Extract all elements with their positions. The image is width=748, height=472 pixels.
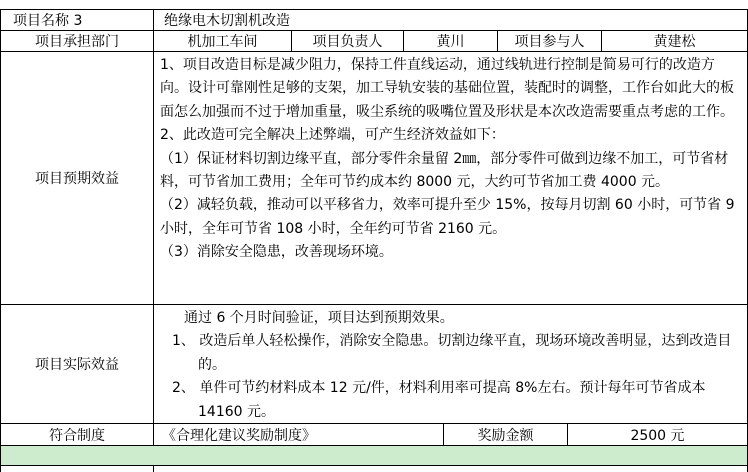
row-project-name xyxy=(0,9,748,31)
row-department xyxy=(0,31,748,52)
expected-benefit-label: 项目预期效益 xyxy=(0,52,154,305)
expected-line-5: （3）消除安全隐患，改善现场环境。 xyxy=(160,244,393,261)
actual-line-2: 1、 改造后单人轻松操作，消除安全隐患。切割边缘平直，现场环境改善明显，达到改造目的。 xyxy=(172,333,732,373)
actual-line-1: 通过 6 个月时间验证，项目达到预期效果。 xyxy=(184,310,454,326)
expected-benefit-content xyxy=(154,52,748,305)
regulation-label: 符合制度 xyxy=(0,424,154,446)
leader-label: 项目负责人 xyxy=(292,31,404,52)
row-next-partial xyxy=(0,466,748,472)
actual-benefit-label: 项目实际效益 xyxy=(0,305,154,424)
participant-label: 项目参与人 xyxy=(498,31,602,52)
row-expected-benefit xyxy=(0,52,748,305)
award-value: 2500 元 xyxy=(568,424,748,446)
project-name-value: 绝缘电木切割机改造 xyxy=(154,10,748,31)
highlight-band xyxy=(0,446,748,466)
participant-value: 黄建松 xyxy=(602,31,748,52)
department-label: 项目承担部门 xyxy=(0,31,154,52)
leader-value: 黄川 xyxy=(404,31,498,52)
expected-line-2: 2、此改造可完全解决上述弊端，可产生经济效益如下： xyxy=(160,127,505,144)
department-value: 机加工车间 xyxy=(154,31,292,52)
row-regulation xyxy=(0,424,748,446)
actual-benefit-content xyxy=(154,305,748,424)
row-actual-benefit xyxy=(0,305,748,424)
row-highlight-band xyxy=(0,446,748,466)
regulation-value: 《合理化建议奖励制度》 xyxy=(154,424,444,446)
project-name-label: 项目名称 3 xyxy=(0,10,154,31)
next-row-label-cell xyxy=(0,466,154,472)
expected-line-4: （2）减轻负载，推动可以平移省力，效率可提升至少 15%，按每月切割 60 小时，可节省 9 小时，全年可节省 108 小时，全年约可节省 2160 元。 xyxy=(160,197,735,237)
next-row-value-cell xyxy=(154,466,748,472)
actual-line-3: 2、 单件可节约材料成本 12 元/件，材料利用率可提高 8%左右。预计每年可节省成本 14160 元。 xyxy=(172,380,706,420)
award-label: 奖励金额 xyxy=(444,424,568,446)
expected-line-1: 1、项目改造目标是减少阻力，保持工件直线运动，通过线轨进行控制是简易可行的改造方向。设计可靠刚性足够的支架，加工导轨安装的基础位置，装配时的调整，工作台如此大的板面怎么加强而不过于增加重量，吸尘系统的吸嘴位置及形状是本次改造需要重点考虑的工作。 xyxy=(160,57,734,120)
expected-line-3: （1）保证材料切割边缘平直，部分零件余量留 2㎜，部分零件可做到边缘不加工，可节省材料，可节省加工费用；全年可节约成本约 8000 元，大约可节省加工费 4000 元。 xyxy=(160,150,729,191)
